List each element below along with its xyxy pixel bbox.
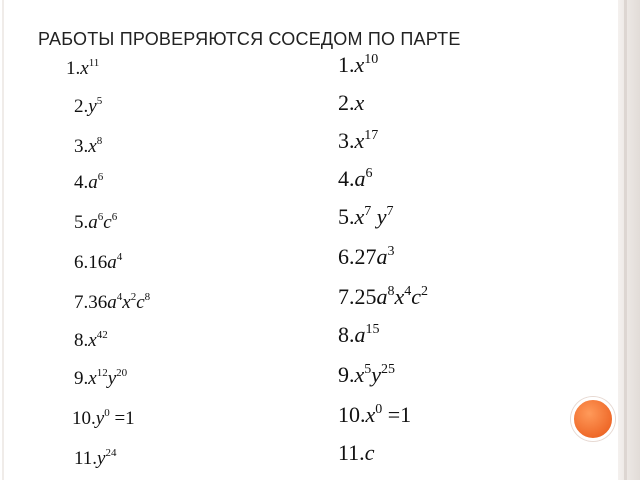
right-answer-exponent: 5	[364, 362, 372, 377]
left-answer-exponent: 8	[144, 291, 151, 303]
right-answer-variable: x	[354, 90, 365, 115]
right-answer-equals-one: =1	[382, 402, 412, 427]
right-answer-number: 3.	[338, 128, 355, 153]
right-answer-item-11	[338, 440, 374, 466]
left-answer-variable: x	[122, 292, 131, 313]
left-answer-variable: a	[107, 252, 117, 273]
right-answer-exponent: 10	[364, 52, 379, 67]
right-answer-variable: a	[354, 166, 366, 191]
right-answer-exponent: 8	[387, 284, 395, 299]
left-answer-item-7	[74, 292, 150, 314]
left-answer-exponent: 5	[96, 95, 103, 107]
right-answer-number: 10.	[338, 402, 366, 427]
left-answer-variable: a	[88, 212, 98, 233]
left-answer-number: 2.	[74, 96, 89, 117]
left-answer-exponent: 4	[116, 291, 123, 303]
right-answer-number: 8.	[338, 322, 355, 347]
left-answer-number: 5.	[74, 212, 89, 233]
frame-left-line	[2, 0, 4, 480]
right-answer-item-3	[338, 128, 378, 154]
left-answer-exponent: 12	[96, 367, 108, 379]
right-answer-item-10	[338, 402, 411, 428]
right-answer-number: 1.	[338, 52, 355, 77]
left-answer-exponent: 42	[96, 329, 108, 341]
right-answer-number: 5.	[338, 204, 355, 229]
left-answer-number: 1.	[66, 58, 81, 79]
left-answer-item-5	[74, 212, 117, 234]
left-answer-equals-one: =1	[109, 408, 135, 429]
right-answer-variable: a	[376, 284, 388, 309]
left-answer-number: 4.	[74, 172, 89, 193]
right-answer-item-9	[338, 362, 395, 388]
left-answer-variable: x	[88, 330, 97, 351]
left-answer-item-10	[72, 408, 135, 430]
slide-title: РАБОТЫ ПРОВЕРЯЮТСЯ СОСЕДОМ ПО ПАРТЕ	[38, 29, 461, 49]
right-answer-number: 11.	[338, 440, 365, 465]
right-answer-item-8	[338, 322, 380, 348]
right-answer-variable: c	[364, 440, 375, 465]
left-answer-number: 7.36	[74, 292, 108, 313]
left-answer-variable: x	[88, 368, 97, 389]
left-answer-exponent: 6	[97, 171, 104, 183]
left-answer-number: 11.	[74, 448, 98, 469]
right-answer-exponent: 3	[387, 244, 395, 259]
left-answer-exponent: 8	[96, 135, 103, 147]
right-answer-variable: x	[365, 402, 376, 427]
right-answer-item-5	[338, 204, 394, 230]
right-answer-variable: x	[354, 204, 365, 229]
left-answer-number: 10.	[72, 408, 96, 429]
right-answer-variable: a	[354, 322, 366, 347]
right-answer-number: 2.	[338, 90, 355, 115]
left-answer-exponent: 20	[116, 367, 128, 379]
left-answer-variable: y	[88, 96, 97, 117]
left-answer-item-1	[66, 58, 99, 80]
right-answer-exponent: 7	[364, 204, 372, 219]
right-answer-variable: y	[371, 204, 387, 229]
right-answer-variable: x	[354, 52, 365, 77]
right-answer-item-1	[338, 52, 378, 78]
left-answer-variable: y	[97, 448, 106, 469]
left-answer-item-11	[74, 448, 116, 470]
left-answer-number: 9.	[74, 368, 89, 389]
left-answer-variable: a	[107, 292, 117, 313]
left-answer-exponent: 6	[97, 211, 104, 223]
right-answer-variable: y	[371, 362, 382, 387]
right-answer-exponent: 7	[386, 204, 394, 219]
orange-circle-decoration	[571, 397, 615, 441]
right-answer-exponent: 0	[375, 402, 383, 417]
right-answer-exponent: 15	[365, 322, 380, 337]
left-answer-item-2	[74, 96, 102, 118]
left-answer-exponent: 2	[130, 291, 137, 303]
frame-right-border	[618, 0, 640, 480]
left-answer-item-8	[74, 330, 108, 352]
left-answer-item-6	[74, 252, 122, 274]
left-answer-number: 6.16	[74, 252, 108, 273]
left-answer-variable: x	[88, 136, 97, 157]
frame-strip	[624, 0, 627, 480]
left-answer-exponent: 11	[88, 57, 100, 69]
left-answer-variable: c	[136, 292, 145, 313]
left-answer-variable: x	[80, 58, 89, 79]
left-answer-exponent: 6	[111, 211, 118, 223]
right-answer-exponent: 6	[365, 166, 373, 181]
right-answer-exponent: 4	[404, 284, 412, 299]
right-answer-variable: c	[411, 284, 422, 309]
left-answer-exponent: 4	[116, 251, 123, 263]
right-answer-number: 9.	[338, 362, 355, 387]
left-answer-exponent: 0	[104, 407, 110, 419]
right-answer-exponent: 25	[381, 362, 396, 377]
right-answer-variable: x	[394, 284, 405, 309]
left-answer-number: 8.	[74, 330, 89, 351]
left-answer-item-3	[74, 136, 102, 158]
right-answer-item-4	[338, 166, 373, 192]
right-answer-item-6	[338, 244, 395, 270]
right-answer-number: 4.	[338, 166, 355, 191]
right-answer-number: 6.27	[338, 244, 377, 269]
left-answer-item-4	[74, 172, 103, 194]
left-answer-exponent: 24	[105, 447, 117, 459]
left-answer-variable: y	[95, 408, 105, 429]
right-answer-variable: x	[354, 128, 365, 153]
right-answer-variable: a	[376, 244, 388, 269]
right-answer-variable: x	[354, 362, 365, 387]
right-answer-item-2	[338, 90, 364, 116]
right-answer-exponent: 2	[421, 284, 429, 299]
left-answer-variable: c	[103, 212, 112, 233]
left-answer-variable: a	[88, 172, 98, 193]
left-answer-variable: y	[107, 368, 117, 389]
right-answer-exponent: 17	[364, 128, 379, 143]
right-answer-number: 7.25	[338, 284, 377, 309]
left-answer-number: 3.	[74, 136, 89, 157]
left-answer-item-9	[74, 368, 127, 390]
right-answer-item-7	[338, 284, 428, 310]
